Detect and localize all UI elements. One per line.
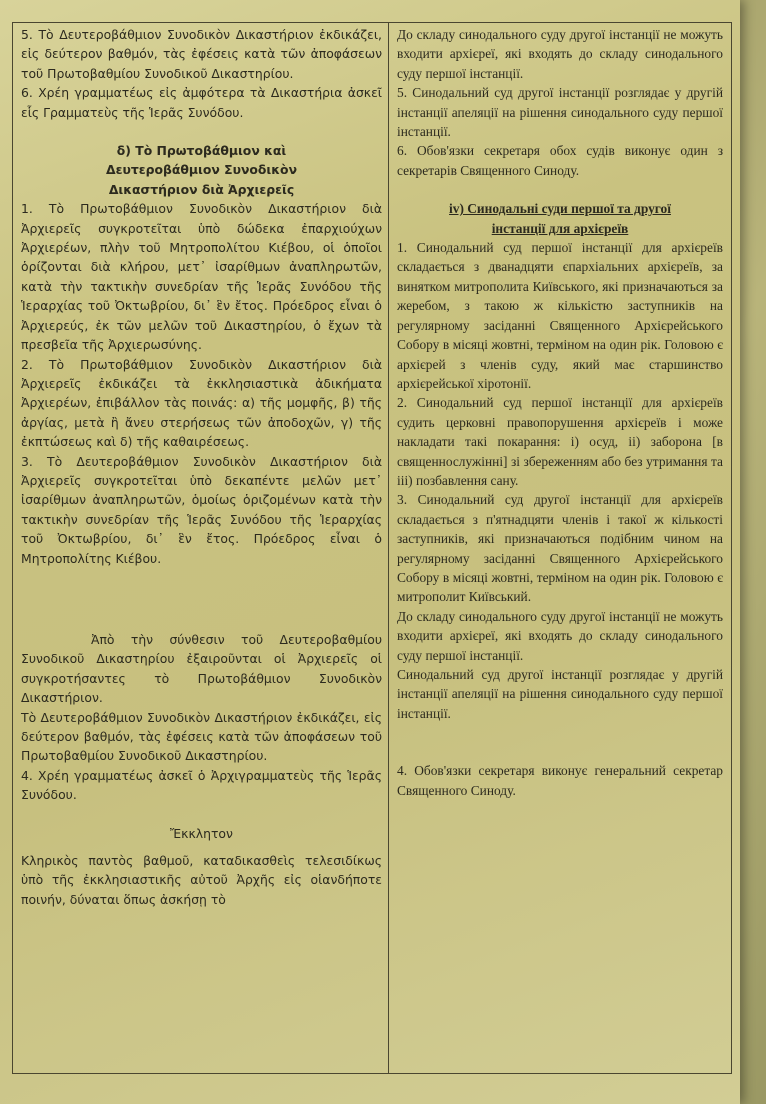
paragraph-d1: 1. Τὸ Πρωτοβάθμιον Συνοδικὸν Δικαστήριον διὰ Ἀρχιερεῖς συγκροτεῖται ὑπὸ δώδεκα ἐπαρχιούχων Ἀρχιερέων, πλὴν τοῦ Μητροπολίτου Κιέβου, οἱ ὁποῖοι ὁρίζονται διὰ κλήρου, μετ᾽ ἰσαρίθμων ἀναπληρωτῶν, κατὰ τὴν τακτικὴν συνεδρίαν τῆς Ἱερᾶς Συνόδου τῆς Ἱεραρχίας τοῦ Ὀκτωβρίου, δι᾽ ἓν ἔτος. Πρόεδρος εἶναι ὁ Ἀρχιερεύς, ἐκ τῶν μελῶν τοῦ Δικαστηρίου, ὁ ἔχων τὰ πρεσβεῖα τῆς Ἀρχιερωσύνης. [21,201,382,353]
paragraph-r-appeal: Синодальний суд другої інстанції розглядає у другій інстанції апеляції на рішення синодального суду першої інстанції. [397,667,723,721]
paragraph-exclude: Ἀπὸ τὴν σύνθεσιν τοῦ Δευτεροβαθμίου Συνοδικοῦ Δικαστηρίου ἐξαιροῦνται οἱ Ἀρχιερεῖς οἱ συγκροτήσαντες τὸ Πρωτοβάθμιον Συνοδικὸν Δικαστήριον. [21,631,382,706]
paragraph-r4: 4. Обов'язки секретаря виконує генеральний секретар Священного Синоду. [397,763,723,798]
paragraph-r3: 3. Синодальний суд другої інстанції для архієреїв складається з п'ятнадцяти членів і такої ж кількості заступників, які призначаються подібним чином на регулярному засіданні Священного Архієрейського Собору в місяці жовтні, терміном на один рік. Головою є митрополит Київський. [397,492,723,605]
paragraph-d2: 2. Τὸ Πρωτοβάθμιον Συνοδικὸν Δικαστήριον διὰ Ἀρχιερεῖς ἐκδικάζει τὰ ἐκκλησιαστικὰ ἀδικήματα Ἀρχιερέων, ἐπιβάλλον τὰς ποινάς: α) τῆς μομφῆς, β) τῆς ἀργίας, μετὰ ἢ ἄνευ στερήσεως τῶν ἀποδοχῶν, γ) τῆς ἐκπτώσεως καὶ δ) τῆς καθαιρέσεως. [21,356,382,450]
paragraph-5: 5. Τὸ Δευτεροβάθμιον Συνοδικὸν Δικαστήριον ἐκδικάζει, εἰς δεύτερον βαθμόν, τὰς ἐφέσεις κατὰ τῶν ἀποφάσεων τοῦ Πρωτοβαθμίου Συνοδικοῦ Δικαστηρίου. [21,27,382,81]
paragraph-d3: 3. Τὸ Δευτεροβάθμιον Συνοδικὸν Δικαστήριον διὰ Ἀρχιερεῖς συγκροτεῖται ὑπὸ δεκαπέντε μελῶν μετ᾽ ἰσαρίθμων ἀναπληρωτῶν, ὁμοίως ὁριζομένων κατὰ τὴν τακτικὴν συνεδρίαν τῆς Ἱερᾶς Συνόδου τῆς Ἱεραρχίας τοῦ Ὀκτωβρίου, δι᾽ ἓν ἔτος. Πρόεδρος εἶναι ὁ Μητροπολίτης Κιέβου. [21,453,382,566]
paragraph-r1: 1. Синодальний суд першої інстанції для архієреїв складається з дванадцяти єпархіальних архієреїв, за винятком митрополита Київського, які призначаються за жеребом, з такою ж кількістю заступників на регулярному засіданні Священного Архієрейського Собору в місяці жовтні, терміном на один рік. Головою є архієрей з членів суду, який має старшинство архієрейської хіротонії. [397,240,723,391]
paragraph-r-top: До складу синодального суду другої інстанції не можуть входити архієреї, які входять до складу синодального суду першої інстанції. [397,27,723,81]
paragraph-6: 6. Χρέη γραμματέως εἰς ἀμφότερα τὰ Δικαστήρια ἀσκεῖ εἷς Γραμματεὺς τῆς Ἱερᾶς Συνόδου. [21,85,382,120]
paragraph-appeal: Τὸ Δευτεροβάθμιον Συνοδικὸν Δικαστήριον ἐκδικάζει, εἰς δεύτερον βαθμόν, τὰς ἐφέσεις κατὰ τῶν ἀποφάσεων τοῦ Πρωτοβαθμίου Συνοδικοῦ Δικαστηρίου. [21,709,382,764]
paragraph-r6: 6. Обов'язки секретаря обох судів виконує один з секретарів Священного Синоду. [397,143,723,178]
bilingual-table [12,22,732,1074]
paragraph-r-excl: До складу синодального суду другої інстанції не можуть входити архієреї, які входять до складу синодального суду першої інстанції. [397,608,723,663]
paragraph-ekkliton: Κληρικὸς παντὸς βαθμοῦ, καταδικασθεὶς τελεσιδίκως ὑπὸ τῆς ἐκκλησιαστικῆς αὐτοῦ Ἀρχῆς εἰς οἱανδήποτε ποινήν, δύναται ὅπως ἀσκήσῃ τὸ [21,853,382,907]
paragraph-d4: 4. Χρέη γραμματέως ἀσκεῖ ὁ Ἀρχιγραμματεὺς τῆς Ἱερᾶς Συνόδου. [21,767,382,803]
section-heading: δ) Τὸ Πρωτοβάθμιον καὶ Δευτεροβάθμιον Συνοδικὸν Δικαστήριον διὰ Ἀρχιερεῖς [105,143,298,197]
ekkliton-title: Ἔκκλητον [170,825,233,841]
section-heading-ua: iv) Синодальні суди першої та другої інстанції для архієреїв [449,201,671,236]
greek-column [13,23,389,1073]
paragraph-r5: 5. Синодальний суд другої інстанції розглядає у другій інстанції апеляції на рішення синодального суду першої інстанції. [397,85,723,140]
ukrainian-column [389,23,731,1073]
paragraph-r2: 2. Синодальний суд першої інстанції для архієреїв судить церковні правопорушення архієреїв і може накладати такі покарання: і) осуд, іі) заборона [в священнослужінні] зі збереженням або без утримання та ііі) позбавлення сану. [397,395,723,488]
